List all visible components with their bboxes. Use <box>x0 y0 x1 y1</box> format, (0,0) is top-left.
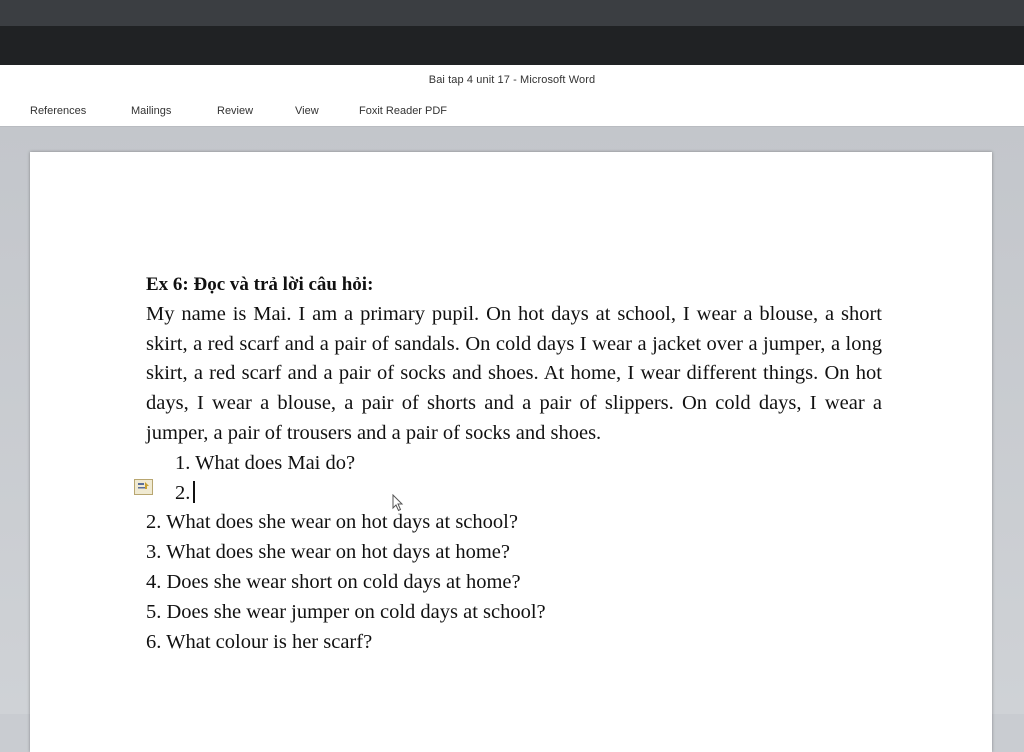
exercise-heading: Ex 6: Đọc và trả lời câu hỏi: <box>146 274 374 295</box>
text-caret <box>193 481 195 503</box>
tab-foxit-reader-pdf[interactable]: Foxit Reader PDF <box>359 105 448 117</box>
mouse-pointer-icon <box>392 494 404 512</box>
question-line: 5. Does she wear jumper on cold days at school? <box>146 600 546 623</box>
tab-view[interactable]: View <box>295 105 319 117</box>
tab-review[interactable]: Review <box>217 105 254 117</box>
question-line: 2. What does she wear on hot days at school? <box>146 511 518 534</box>
window-title: Bai tap 4 unit 17 - Microsoft Word <box>428 74 596 86</box>
list-item <box>146 449 882 479</box>
reading-paragraph: My name is Mai. I am a primary pupil. On hot days at school, I wear a blouse, a short skirt, a red scarf and a pair of sandals. On cold days I wear a jacket over a jumper, a long skirt, a red scarf and a pair of socks and shoes. At home, I wear different things. On hot days, I wear a blouse, a pair of shorts and a pair of slippers. On cold days, I wear a jumper, a pair of trousers and a pair of socks and shoes. <box>146 302 882 444</box>
question-line: 3. What does she wear on hot days at home? <box>146 541 510 564</box>
question-line: 6. What colour is her scarf? <box>146 630 373 653</box>
list-item-number: 1. <box>175 451 191 474</box>
tab-mailings[interactable]: Mailings <box>131 105 172 117</box>
question-line: 4. Does she wear short on cold days at home? <box>146 570 521 593</box>
list-item <box>146 479 882 509</box>
list-item-text: What does Mai do? <box>195 451 356 474</box>
screen-top-bar <box>0 0 1024 26</box>
tab-references[interactable]: References <box>30 105 87 117</box>
dark-toolbar <box>0 26 1024 65</box>
document-body[interactable] <box>146 270 882 657</box>
autoformat-options-icon[interactable] <box>134 479 153 495</box>
list-item-number: 2. <box>175 481 191 504</box>
